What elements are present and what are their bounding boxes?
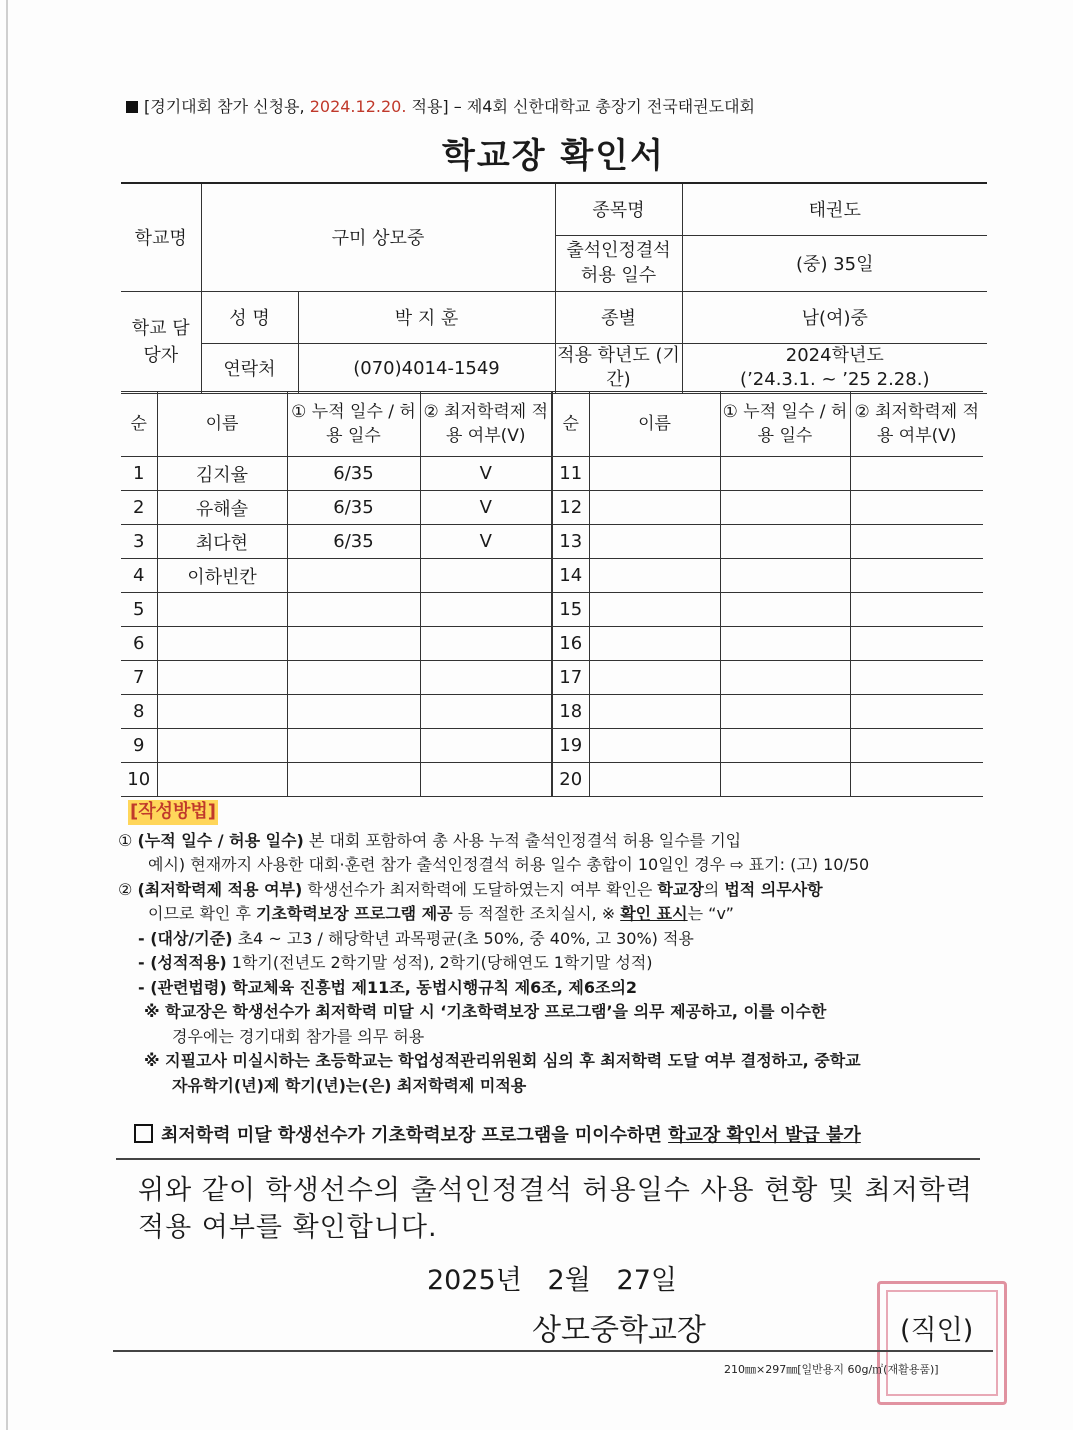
seq-cell: 4 (121, 559, 157, 593)
year-value (682, 343, 987, 393)
days-cell (720, 695, 850, 729)
instruction-bold: 학교장 (657, 879, 704, 899)
instructions-section (118, 800, 988, 1098)
days-cell (720, 763, 850, 797)
name-cell (589, 525, 720, 559)
seq-cell: 7 (121, 661, 157, 695)
seq-cell: 17 (552, 661, 589, 695)
days-cell (720, 491, 850, 525)
divider (113, 1350, 993, 1352)
seq-cell: 19 (552, 729, 589, 763)
min-check-cell (850, 627, 983, 661)
instruction-line: ※ 지필고사 미실시하는 초등학교는 학업성적관리위원회 심의 후 최저학력 도달 여부 결정하고, 중학교 (144, 1051, 861, 1070)
table-row (121, 525, 983, 559)
min-check-cell (420, 593, 552, 627)
name-cell (157, 627, 287, 661)
name-cell (589, 763, 720, 797)
days-cell (720, 525, 850, 559)
school-value: 구미 상모중 (201, 183, 555, 291)
name-cell (589, 491, 720, 525)
table-row (121, 627, 983, 661)
name-header: 이름 (589, 392, 720, 457)
instructions-heading: [작성방법] (128, 800, 218, 825)
seq-cell: 10 (121, 763, 157, 797)
absence-value: (중) 35일 (682, 235, 987, 291)
header-suffix: 적용] – 제4회 신한대학교 총장기 전국태권도대회 (406, 97, 756, 116)
table-row (121, 559, 983, 593)
name-cell (157, 593, 287, 627)
instruction-line: 자유학기(년)제 학기(년)는(은) 최저학력제 미적용 (172, 1075, 527, 1095)
name-cell: 유해솔 (157, 491, 287, 525)
instruction-bold: 기초학력보장 프로그램 제공 (256, 904, 453, 923)
issue-date: 2025년 2월 27일 (427, 1265, 677, 1296)
days-cell (287, 661, 420, 695)
circled-number: ① (118, 830, 138, 850)
seq-cell: 11 (552, 457, 589, 491)
divider (116, 1158, 980, 1160)
instruction-text: 는 “v” (687, 904, 734, 923)
seq-header: 순 (121, 392, 157, 457)
min-check-cell (850, 525, 983, 559)
instruction-bold: - (관련법령) (138, 977, 227, 997)
year-label: 적용 학년도 (기간) (555, 343, 682, 393)
days-cell (720, 729, 850, 763)
days-cell (287, 729, 420, 763)
min-header: ② 최저학력제 적용 여부(V) (850, 392, 983, 457)
table-row (121, 593, 983, 627)
seal-label: (직인) (900, 1315, 974, 1346)
name-cell (157, 763, 287, 797)
type-value: 남(여)중 (682, 291, 987, 343)
min-header: ② 최저학력제 적용 여부(V) (420, 392, 552, 457)
seq-cell: 5 (121, 593, 157, 627)
roster-header-row (121, 392, 983, 457)
seq-cell: 20 (552, 763, 589, 797)
type-label: 종별 (555, 291, 682, 343)
issuance-note (134, 1121, 861, 1147)
school-label: 학교명 (121, 183, 201, 291)
days-cell: 6/35 (287, 491, 420, 525)
boxed-arrow-icon (134, 1124, 153, 1143)
instruction-text: 초4 ~ 고3 / 해당학년 과목평균(초 50%, 중 40%, 고 30%) 적용 (232, 928, 694, 948)
school-head: 상모중학교장 (532, 1313, 706, 1348)
instruction-line (118, 976, 988, 1001)
days-header: ① 누적 일수 / 허용 일수 (720, 392, 850, 457)
days-cell (720, 627, 850, 661)
instruction-bold: 법적 의무사항 (724, 879, 823, 899)
days-cell (720, 593, 850, 627)
seq-cell: 18 (552, 695, 589, 729)
min-check-cell (850, 491, 983, 525)
name-cell (589, 695, 720, 729)
seq-cell: 15 (552, 593, 589, 627)
student-roster-table (121, 391, 983, 797)
seq-cell: 16 (552, 627, 589, 661)
name-label: 성 명 (201, 291, 298, 343)
instruction-line (118, 878, 988, 903)
document-header (126, 94, 755, 117)
min-check-cell (420, 695, 552, 729)
days-cell (287, 763, 420, 797)
circled-number: ② (118, 879, 138, 899)
page-edge (6, 0, 8, 1430)
instruction-line (118, 951, 988, 976)
days-header: ① 누적 일수 / 허용 일수 (287, 392, 420, 457)
seq-cell: 13 (552, 525, 589, 559)
seq-cell: 6 (121, 627, 157, 661)
instruction-bold: - (대상/기준) (138, 928, 233, 948)
days-cell (287, 593, 420, 627)
min-check-cell (850, 695, 983, 729)
min-check-cell (420, 729, 552, 763)
name-cell (589, 593, 720, 627)
name-cell (589, 457, 720, 491)
issuance-note-text: 최저학력 미달 학생선수가 기초학력보장 프로그램을 미이수하면 (161, 1125, 669, 1146)
issuance-note-emphasis: 학교장 확인서 발급 불가 (668, 1125, 861, 1146)
min-check-cell (850, 763, 983, 797)
days-cell (287, 695, 420, 729)
square-bullet-icon (126, 101, 138, 113)
name-cell (157, 661, 287, 695)
days-cell (287, 559, 420, 593)
instruction-text: 의 (703, 879, 725, 899)
seq-cell: 1 (121, 457, 157, 491)
sport-value: 태권도 (682, 183, 987, 235)
table-row (121, 661, 983, 695)
document-title: 학교장 확인서 (442, 136, 665, 176)
days-cell (287, 627, 420, 661)
min-check-cell (850, 661, 983, 695)
table-row (121, 491, 983, 525)
table-row (121, 763, 983, 797)
min-check-cell (420, 627, 552, 661)
min-check-cell (420, 661, 552, 695)
instruction-text: 등 적절한 조치실시, ※ (452, 904, 621, 923)
sport-label: 종목명 (555, 183, 682, 235)
min-check-cell (850, 559, 983, 593)
contact-value: (070)4014-1549 (298, 343, 555, 393)
name-cell: 이하빈칸 (157, 559, 287, 593)
seq-cell: 14 (552, 559, 589, 593)
min-check-cell: V (420, 491, 552, 525)
instruction-line: ※ 학교장은 학생선수가 최저학력 미달 시 ‘기초학력보장 프로그램’을 의무 제공하고, 이를 이수한 (144, 1002, 827, 1021)
instruction-line: 예시) 현재까지 사용한 대회·훈련 참가 출석인정결석 허용 일수 총합이 10일인 경우 ⇨ 표기: (고) 10/50 (148, 855, 870, 874)
table-row (121, 695, 983, 729)
name-cell: 김지율 (157, 457, 287, 491)
seq-header: 순 (552, 392, 589, 457)
seq-cell: 12 (552, 491, 589, 525)
instruction-bold: (최저학력제 적용 여부) (137, 879, 303, 899)
name-cell (589, 661, 720, 695)
table-row (121, 729, 983, 763)
instruction-line (118, 829, 988, 854)
instruction-line (118, 902, 988, 927)
instruction-text: 이므로 확인 후 (148, 904, 256, 923)
instruction-bold: 학교체육 진흥법 제11조, 동법시행규칙 제6조, 제6조의2 (226, 977, 638, 997)
seq-cell: 3 (121, 525, 157, 559)
name-header: 이름 (157, 392, 287, 457)
instruction-line: 경우에는 경기대회 참가를 의무 허용 (172, 1026, 425, 1046)
header-prefix: [경기대회 참가 신청용, (144, 97, 310, 116)
school-info-table (121, 182, 987, 394)
instruction-text: 1학기(전년도 2학기말 성적), 2학기(당해연도 1학기말 성적) (226, 953, 653, 972)
seq-cell: 2 (121, 491, 157, 525)
min-check-cell (850, 593, 983, 627)
instruction-bold: - (성적적용) (138, 953, 227, 972)
name-cell (589, 729, 720, 763)
name-cell: 최다현 (157, 525, 287, 559)
header-date: 2024.12.20. (309, 97, 407, 116)
contact-label: 연락처 (201, 343, 298, 393)
min-check-cell: V (420, 457, 552, 491)
table-row (121, 457, 983, 491)
min-check-cell (420, 559, 552, 593)
instruction-line (118, 927, 988, 952)
manager-label: 학교 담당자 (121, 291, 201, 393)
seq-cell: 8 (121, 695, 157, 729)
min-check-cell (420, 763, 552, 797)
min-check-cell: V (420, 525, 552, 559)
days-cell (720, 457, 850, 491)
paper-spec-footer: 210㎜×297㎜[일반용지 60g/㎡(재활용품)] (724, 1363, 939, 1376)
instruction-text: 학생선수가 최저학력에 도달하였는지 여부 확인은 (302, 879, 658, 899)
min-check-cell (850, 457, 983, 491)
year-value-line1: 2024학년도 (785, 345, 884, 366)
name-cell (157, 729, 287, 763)
instruction-text: 본 대회 포함하여 총 사용 누적 출석인정결석 허용 일수를 기입 (303, 830, 742, 850)
instruction-bold: (누적 일수 / 허용 일수) (137, 830, 304, 850)
confirmation-text: 위와 같이 학생선수의 출석인정결석 허용일수 사용 현황 및 최저학력 적용 여부를 확인합니다. (138, 1175, 973, 1243)
min-check-cell (850, 729, 983, 763)
absence-label: 출석인정결석 허용 일수 (555, 235, 682, 291)
name-cell (589, 627, 720, 661)
days-cell (720, 559, 850, 593)
name-value: 박 지 훈 (298, 291, 555, 343)
days-cell: 6/35 (287, 525, 420, 559)
name-cell (157, 695, 287, 729)
name-cell (589, 559, 720, 593)
days-cell: 6/35 (287, 457, 420, 491)
days-cell (720, 661, 850, 695)
year-value-line2: (’24.3.1. ~ ’25 2.28.) (740, 369, 930, 390)
instruction-underline: 확인 표시 (620, 904, 688, 923)
seq-cell: 9 (121, 729, 157, 763)
